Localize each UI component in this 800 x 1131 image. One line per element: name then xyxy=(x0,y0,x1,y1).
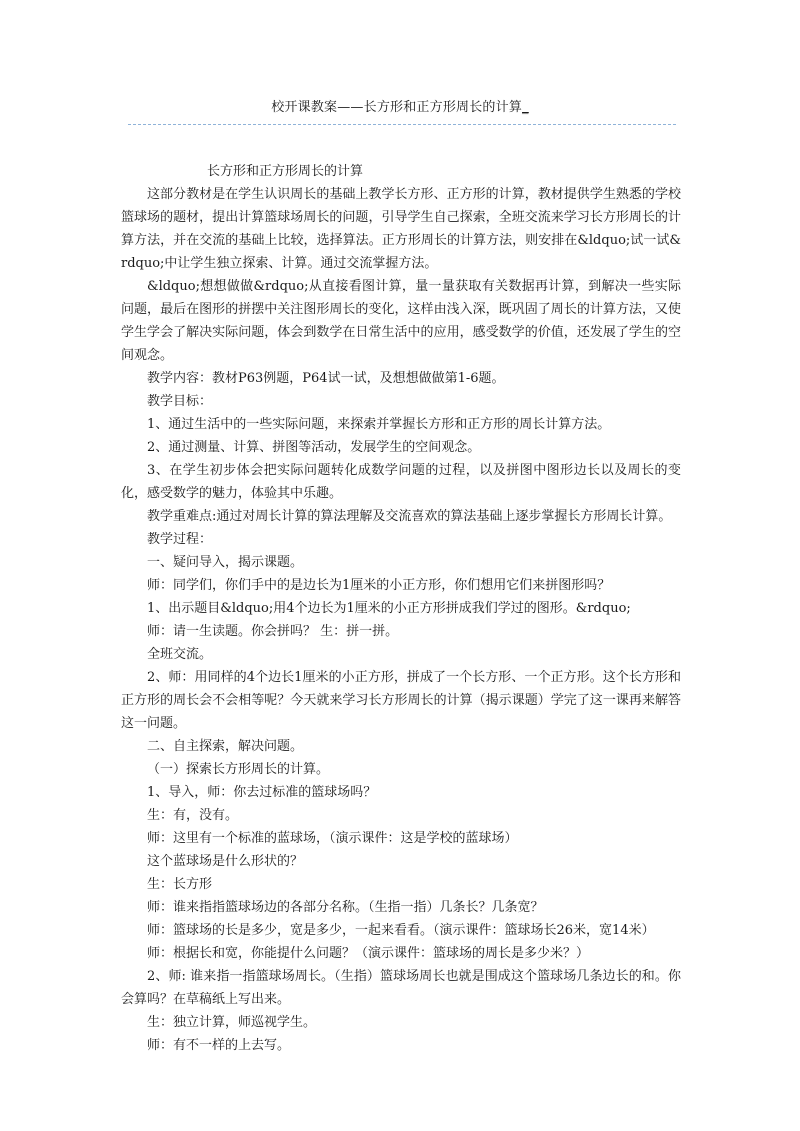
header-title: 校开课教案——长方形和正方形周长的计算 xyxy=(271,100,523,115)
paragraph-teacher-3: 师：这里有一个标准的蓝球场，（演示课件：这是学校的蓝球场） xyxy=(147,831,518,846)
paragraph-teacher-7: 师：有不一样的上去写。 xyxy=(147,1038,291,1053)
paragraph-step-1: 一、疑问导入，揭示课题。 xyxy=(147,555,304,570)
paragraph-student-1: 生：有，没有。 xyxy=(147,808,239,823)
paragraph-task-1: 1、出示题目&ldquo;用4个边长为1厘米的小正方形拼成我们学过的图形。&rdquo; xyxy=(147,601,631,616)
paragraph-student-3: 生：独立计算，师巡视学生。 xyxy=(147,1015,317,1030)
paragraph-process-heading: 教学过程： xyxy=(147,532,213,547)
paragraph-teaching-content: 教学内容：教材P63例题，P64试一试，及想想做做第1-6题。 xyxy=(147,371,505,386)
paragraph-key-points: 教学重难点:通过对周长计算的算法理解及交流喜欢的算法基础上逐步掌握长方形周长计算。 xyxy=(147,509,672,524)
header-cursor: _ xyxy=(522,100,529,115)
paragraph-student-2: 生：长方形 xyxy=(147,877,213,892)
paragraph-class-share: 全班交流。 xyxy=(147,647,213,662)
paragraph-teacher-5: 师：篮球场的长是多少，宽是多少，一起来看看。（演示课件：篮球场长26米，宽14米） xyxy=(147,923,655,938)
paragraph-teacher-6: 师：根据长和宽，你能提什么问题？（演示课件：篮球场的周长是多少米？） xyxy=(147,946,590,961)
paragraph-shape-question: 这个蓝球场是什么形状的？ xyxy=(147,854,304,869)
paragraph-teacher-2: 师：请一生读题。你会拼吗？ 生：拼一拼。 xyxy=(147,624,399,639)
paragraph-teacher-1: 师：同学们，你们手中的是边长为1厘米的小正方形，你们想用它们来拼图形吗？ xyxy=(147,578,611,593)
paragraph-intro-question: 1、导入，师：你去过标准的篮球场吗？ xyxy=(147,785,377,800)
section-title: 长方形和正方形周长的计算 xyxy=(207,164,364,179)
paragraph-exercises: &ldquo;想想做做&rdquo;从直接看图计算，量一量获取有关数据再计算，到解决一些实际问题，最后在图形的拼摆中关注图形周长的变化，这样由浅入深，既巩固了周长的计算方法，又使学生学会了解决实际问题，体会到数学在日常生活中的应用，感受数学的价值，还发展了学生的空间观念。 xyxy=(121,279,681,363)
document-header xyxy=(0,96,800,115)
paragraph-teacher-4: 师：谁来指指篮球场边的各部分名称。（生指一指）几条长？几条宽？ xyxy=(147,900,544,915)
document-body xyxy=(121,160,681,1057)
paragraph-goal-3: 3、在学生初步体会把实际问题转化成数学问题的过程，以及拼图中图形边长以及周长的变化，感受数学的魅力，体验其中乐趣。 xyxy=(121,463,681,501)
paragraph-step-2: 二、自主探索，解决问题。 xyxy=(147,739,304,754)
paragraph-intro: 这部分教材是在学生认识周长的基础上教学长方形、正方形的计算，教材提供学生熟悉的学校篮球场的题材，提出计算篮球场周长的问题，引导学生自己探索，全班交流来学习长方形周长的计算方法，并在交流的基础上比较，选择算法。正方形周长的计算方法，则安排在&ldquo;试一试&rdquo;中让学生独立探索、计算。通过交流掌握方法。 xyxy=(121,187,681,271)
paragraph-goal-1: 1、通过生活中的一些实际问题，来探索并掌握长方形和正方形的周长计算方法。 xyxy=(147,417,611,432)
paragraph-task-2: 2、师：用同样的4个边长1厘米的小正方形，拼成了一个长方形、一个正方形。这个长方形和正方形的周长会不会相等呢？今天就来学习长方形周长的计算（揭示课题）学完了这一课再来解答这一问题。 xyxy=(121,670,681,731)
header-divider xyxy=(128,124,676,125)
paragraph-goals-heading: 教学目标： xyxy=(147,394,213,409)
paragraph-goal-2: 2、通过测量、计算、拼图等活动，发展学生的空间观念。 xyxy=(147,440,481,455)
paragraph-task-3: 2、师: 谁来指一指篮球场周长。（生指）篮球场周长也就是围成这个篮球场几条边长的和。你会算吗？在草稿纸上写出来。 xyxy=(121,969,681,1007)
paragraph-sub-step-1: （一）探索长方形周长的计算。 xyxy=(147,762,330,777)
